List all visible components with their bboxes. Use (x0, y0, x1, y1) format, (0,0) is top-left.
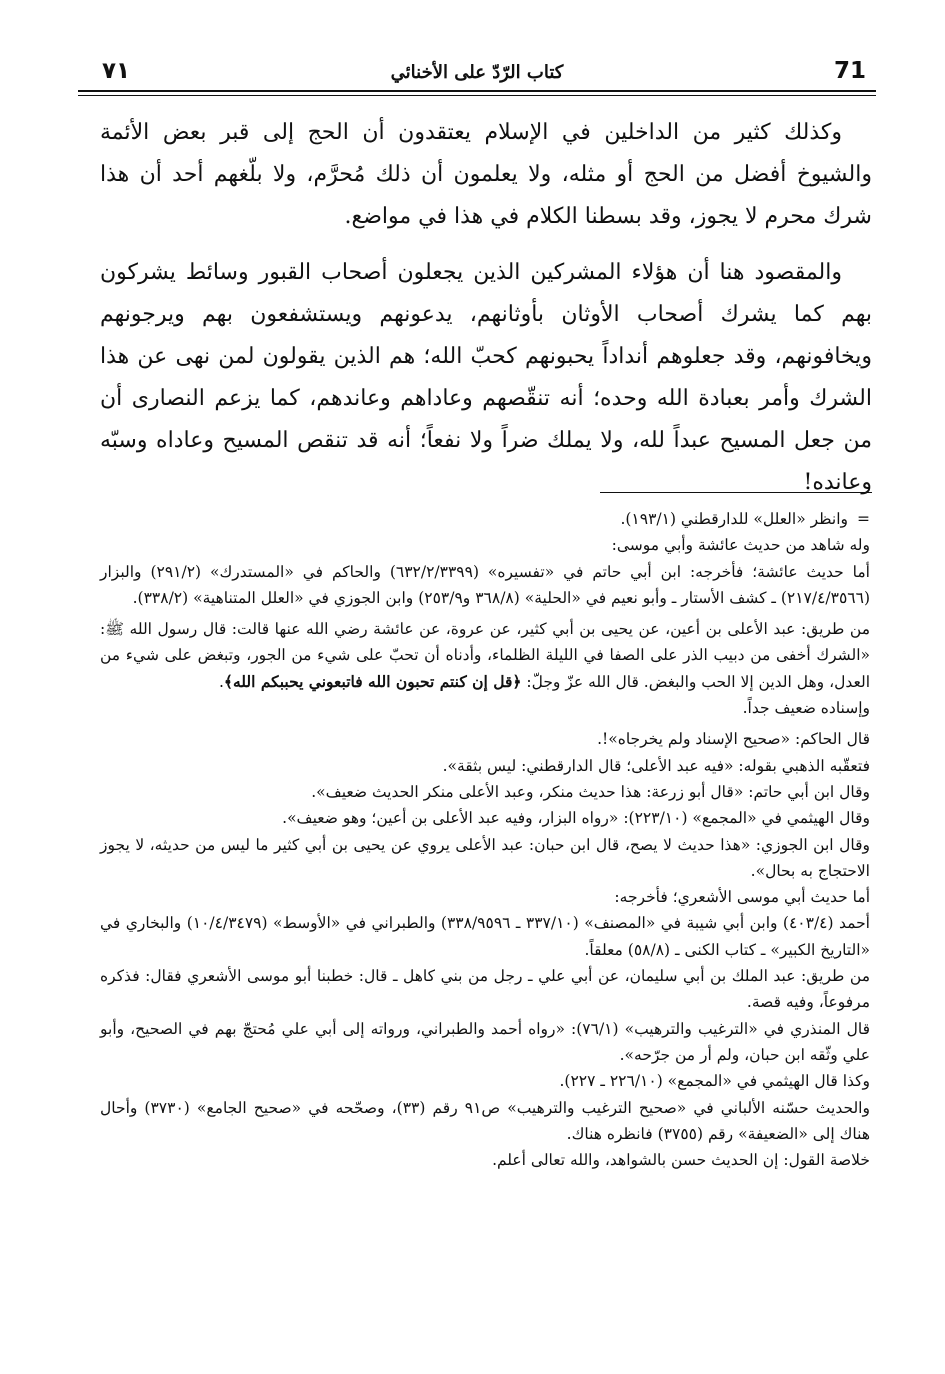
footnote-line: من طريق: عبد الأعلى بن أعين، عن يحيى بن أبي كثير، عن عروة، عن عائشة رضي الله عنها قالت: قال رسول الله ﷺ: «الشرك أخفى من دبيب الذر على الصفا في الليلة الظلماء، وأدناه أن تحبّ على شيء من الجور، وتبغض على شيء من العدل، وهل الدين إلا الحب والبغض. قال الله عزّ وجلّ: ﴿قل إن كنتم تحبون الله فاتبعوني يحببكم الله﴾. (100, 620, 870, 691)
footnote-line: والحديث حسّنه الألباني في «صحيح الترغيب والترهيب» ص٩١ رقم (٣٣)، وصحّحه في «صحيح الجامع» (٣٧٣٠) وأحال هناك إلى «الضعيفة» رقم (٣٧٥٥) فانظره هناك. (100, 1098, 870, 1143)
footnote-line: قال المنذري في «الترغيب والترهيب» (٧٦/١): «رواه أحمد والطبراني، ورواته إلى أبي علي مُحتجّ بهم في الصحيح، وأبو علي وثّقه ابن حبان، ولم أر من جرّحه». (100, 1019, 870, 1064)
main-text (100, 112, 872, 518)
footnote-line: وله شاهد من حديث عائشة وأبي موسى: (611, 536, 870, 555)
quran-verse: ﴿قل إن كنتم تحبون الله فاتبعوني يحببكم الله﴾ (223, 671, 522, 691)
footnote-text: وانظر «العلل» للدارقطني (١٩٣/١). (620, 510, 848, 528)
footnotes (100, 506, 870, 1173)
footnote-line (100, 506, 870, 532)
main-paragraph-2: والمقصود هنا أن هؤلاء المشركين الذين يجعلون أصحاب القبور وسائط يشركون بهم كما يشرك أصحاب الأوثان بأوثانهم، يدعونهم ويستشفعون بهم ويرجونهم ويخافونهم، وقد جعلوهم أنداداً يحبونهم كحبّ الله؛ هم الذين يقولون لمن نهى عن هذا الشرك وأمر بعبادة الله وحده؛ أنه تنقّصهم وعاداهم وعاندهم، كما يزعم النصارى أن من جعل المسيح عبداً لله، ولا يملك ضراً ولا نفعاً؛ أنه قد تنقص المسيح وعاداه وسبّه وعانده! (100, 260, 872, 495)
footnote-text: من طريق: عبد الأعلى بن أعين، عن يحيى بن أبي كثير، عن عروة، عن عائشة رضي الله عنها قالت: قال رسول الله ﷺ: «الشرك أخفى من دبيب الذر على الصفا في الليلة الظلماء، وأدناه أن تحبّ على شيء من الجور، وتبغض على شيء من العدل، وهل الدين إلا الحب والبغض. قال الله عزّ وجلّ: (100, 620, 870, 691)
header-rule (78, 90, 876, 92)
footnote-line: فتعقّبه الذهبي بقوله: «فيه عبد الأعلى؛ قال الدارقطني: ليس بثقة». (442, 756, 870, 775)
page-number-arabic: ٧١ (102, 58, 131, 84)
footnote-line: قال الحاكم: «صحيح الإسناد ولم يخرجاه»!. (597, 730, 870, 749)
footnote-line: من طريق: عبد الملك بن أبي سليمان، عن أبي علي ـ رجل من بني كاهل ـ قال: خطبنا أبو موسى الأشعري فقال: فذكره مرفوعاً، وفيه قصة. (100, 967, 870, 1012)
footnote-line: وقال ابن الجوزي: «هذا حديث لا يصح، قال ابن حبان: عبد الأعلى يروي عن يحيى بن أبي كثير ما ليس من حديثه، لا يجوز الاحتجاج به بحال». (100, 835, 870, 880)
main-paragraph-1: وكذلك كثير من الداخلين في الإسلام يعتقدون أن الحج إلى قبر بعض الأئمة والشيوخ أفضل من الحج أو مثله، ولا يعلمون أن ذلك مُحرَّم، ولا بلّغهم أحد أن هذا شرك محرم لا يجوز، وقد بسطنا الكلام في هذا في مواضع. (100, 120, 872, 229)
footnote-line: أما حديث أبي موسى الأشعري؛ فأخرجه: (614, 888, 870, 907)
header-rule-thin (78, 95, 876, 96)
footnote-line: وقال الهيثمي في «المجمع» (٢٢٣/١٠): «رواه البزار، وفيه عبد الأعلى بن أعين؛ وهو ضعيف». (282, 809, 870, 828)
footnote-line: وكذا قال الهيثمي في «المجمع» (٢٢٦/١٠ ـ ٢٢٧). (559, 1072, 870, 1091)
footnote-line: أحمد (٤٠٣/٤) وابن أبي شيبة في «المصنف» (٣٣٧/١٠ ـ ٣٣٨/٩٥٩٦) والطبراني في «الأوسط» (١٠/٤/٣٤٧٩) والبخاري في «التاريخ الكبير» ـ كتاب الكنى ـ (٥٨/٨) معلقاً. (100, 914, 870, 959)
footnote-separator (600, 492, 872, 493)
continuation-mark: = (857, 510, 870, 528)
page-number-latin: 71 (833, 58, 866, 84)
footnote-line: وإسناده ضعيف جداً. (742, 699, 870, 718)
footnote-line: وقال ابن أبي حاتم: «قال أبو زرعة: هذا حديث منكر، وعبد الأعلى منكر الحديث ضعيف». (311, 782, 870, 801)
footnote-line: خلاصة القول: إن الحديث حسن بالشواهد، والله تعالى أعلم. (492, 1151, 870, 1170)
running-title: كتاب الرّدّ على الأخنائي (390, 62, 564, 83)
footnote-line: أما حديث عائشة؛ فأخرجه: ابن أبي حاتم في «تفسيره» (٦٣٢/٢/٣٣٩٩) والحاكم في «المستدرك» (٢٩١/٢) والبزار (٢١٧/٤/٣٥٦٦) ـ كشف الأستار ـ وأبو نعيم في «الحلية» (٣٦٨/٨ و٢٥٣/٩) وابن الجوزي في «العلل المتناهية» (٣٣٨/٢). (100, 562, 870, 607)
page-header (78, 52, 876, 92)
